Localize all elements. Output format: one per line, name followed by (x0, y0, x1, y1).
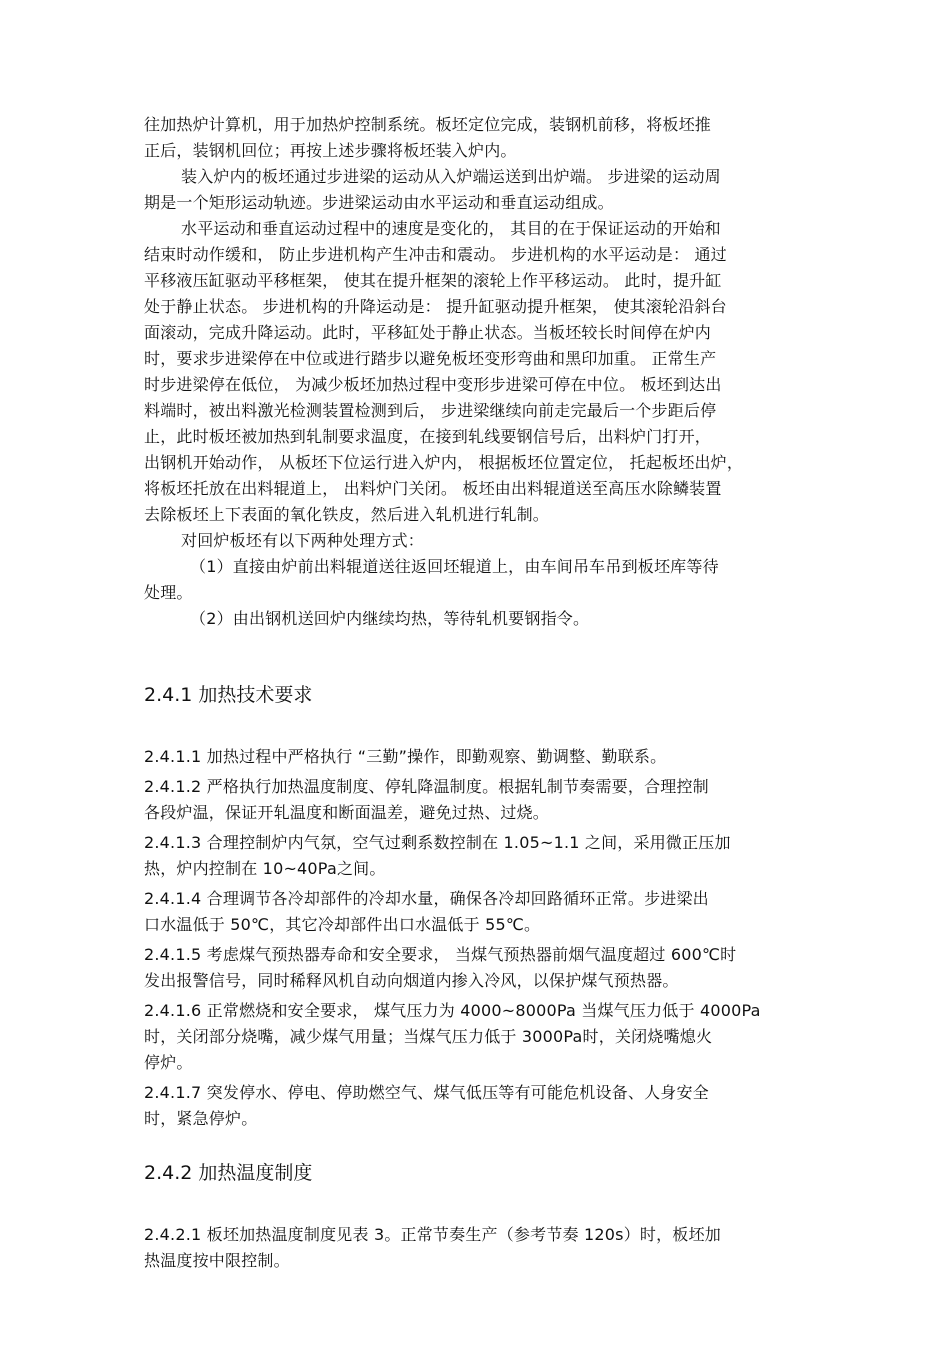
text-line: 发出报警信号，同时稀释风机自动向烟道内掺入冷风，以保护煤气预热器。 (144, 971, 679, 990)
list-item (144, 1080, 809, 1132)
text-line: 结束时动作缓和， 防止步进机构产生冲击和震动。 步进机构的水平运动是： 通过 (144, 245, 727, 264)
text-line: 2.4.1.4 合理调节各冷却部件的冷却水量，确保各冷却回路循环正常。步进梁出 (144, 889, 709, 908)
section-2-4-1-items (144, 744, 809, 1132)
list-item (144, 744, 809, 770)
text-line: 时步进梁停在低位， 为减少板坯加热过程中变形步进梁可停在中位。 板坯到达出 (144, 375, 722, 394)
text-line: 2.4.1.3 合理控制炉内气氛，空气过剩系数控制在 1.05~1.1 之间，采用微正压加 (144, 833, 731, 852)
text-line: 止，此时板坯被加热到轧制要求温度，在接到轧线要钢信号后，出料炉门打开， (144, 427, 712, 446)
text-line: 平移液压缸驱动平移框架， 使其在提升框架的滚轮上作平移运动。 此时，提升缸 (144, 271, 722, 290)
text-line: 2.4.2.1 板坯加热温度制度见表 3。正常节奏生产（参考节奏 120s）时，板坯加 (144, 1225, 721, 1244)
text-line: 时，紧急停炉。 (144, 1109, 258, 1128)
intro-paragraph (144, 112, 809, 164)
section-heading-2-4-2: 2.4.2 加热温度制度 (144, 1162, 313, 1184)
text-line: 出钢机开始动作， 从板坯下位运行进入炉内， 根据板坯位置定位， 托起板坯出炉， (144, 453, 744, 472)
text-line: 料端时，被出料激光检测装置检测到后， 步进梁继续向前走完最后一个步距后停 (144, 401, 717, 420)
text-line: 2.4.1.2 严格执行加热温度制度、停轧降温制度。根据轧制节奏需要，合理控制 (144, 777, 709, 796)
text-line: 停炉。 (144, 1053, 193, 1072)
paragraph-step-beam-motion (144, 164, 809, 216)
text-line: （1）直接由炉前出料辊道送往返回坯辊道上，由车间吊车吊到板坯库等待 (190, 557, 719, 576)
list-item (144, 886, 809, 938)
text-line: 面滚动，完成升降运动。此时，平移缸处于静止状态。当板坯较长时间停在炉内 (144, 323, 712, 342)
text-line: 处于静止状态。 步进机构的升降运动是： 提升缸驱动提升框架， 使其滚轮沿斜台 (144, 297, 727, 316)
text-line: 处理。 (144, 583, 193, 602)
list-item (144, 830, 809, 882)
text-line: 期是一个矩形运动轨迹。步进梁运动由水平运动和垂直运动组成。 (144, 193, 614, 212)
text-line: 2.4.1.1 加热过程中严格执行 “三勤”操作，即勤观察、勤调整、勤联系。 (144, 747, 667, 766)
text-line: 往加热炉计算机，用于加热炉控制系统。板坯定位完成，装钢机前移，将板坯推 (144, 115, 712, 134)
text-line: 时，关闭部分烧嘴，减少煤气用量；当煤气压力低于 3000Pa时，关闭烧嘴熄火 (144, 1027, 713, 1046)
option-1 (144, 554, 809, 606)
document-page (144, 112, 809, 1278)
paragraph-motion-speed (144, 216, 809, 528)
list-item (144, 774, 809, 826)
list-item (144, 1222, 809, 1274)
text-line: 去除板坯上下表面的氧化铁皮，然后进入轧机进行轧制。 (144, 505, 550, 524)
text-line: 正后，装钢机回位；再按上述步骤将板坯装入炉内。 (144, 141, 517, 160)
text-line: 2.4.1.7 突发停水、停电、停助燃空气、煤气低压等有可能危机设备、人身安全 (144, 1083, 709, 1102)
list-item (144, 998, 809, 1076)
section-2-4-2-items (144, 1222, 809, 1274)
text-line: 2.4.1.5 考虑煤气预热器寿命和安全要求， 当煤气预热器前烟气温度超过 600℃时 (144, 945, 737, 964)
paragraph-return-slab: 对回炉板坯有以下两种处理方式： (181, 531, 425, 550)
list-item (144, 942, 809, 994)
text-line: 将板坯托放在出料辊道上， 出料炉门关闭。 板坯由出料辊道送至高压水除鳞装置 (144, 479, 722, 498)
text-line: 各段炉温，保证开轧温度和断面温差，避免过热、过烧。 (144, 803, 550, 822)
option-2: （2）由出钢机送回炉内继续均热，等待轧机要钢指令。 (190, 609, 590, 628)
text-line: 口水温低于 50℃，其它冷却部件出口水温低于 55℃。 (144, 915, 541, 934)
section-heading-2-4-1: 2.4.1 加热技术要求 (144, 684, 313, 706)
text-line: 热，炉内控制在 10~40Pa之间。 (144, 859, 386, 878)
text-line: 2.4.1.6 正常燃烧和安全要求， 煤气压力为 4000~8000Pa 当煤气压力低于 4000Pa (144, 1001, 761, 1020)
text-line: 装入炉内的板坯通过步进梁的运动从入炉端运送到出炉端。 步进梁的运动周 (181, 167, 721, 186)
text-line: 热温度按中限控制。 (144, 1251, 290, 1270)
text-line: 水平运动和垂直运动过程中的速度是变化的， 其目的在于保证运动的开始和 (181, 219, 721, 238)
text-line: 时，要求步进梁停在中位或进行踏步以避免板坯变形弯曲和黑印加重。 正常生产 (144, 349, 717, 368)
